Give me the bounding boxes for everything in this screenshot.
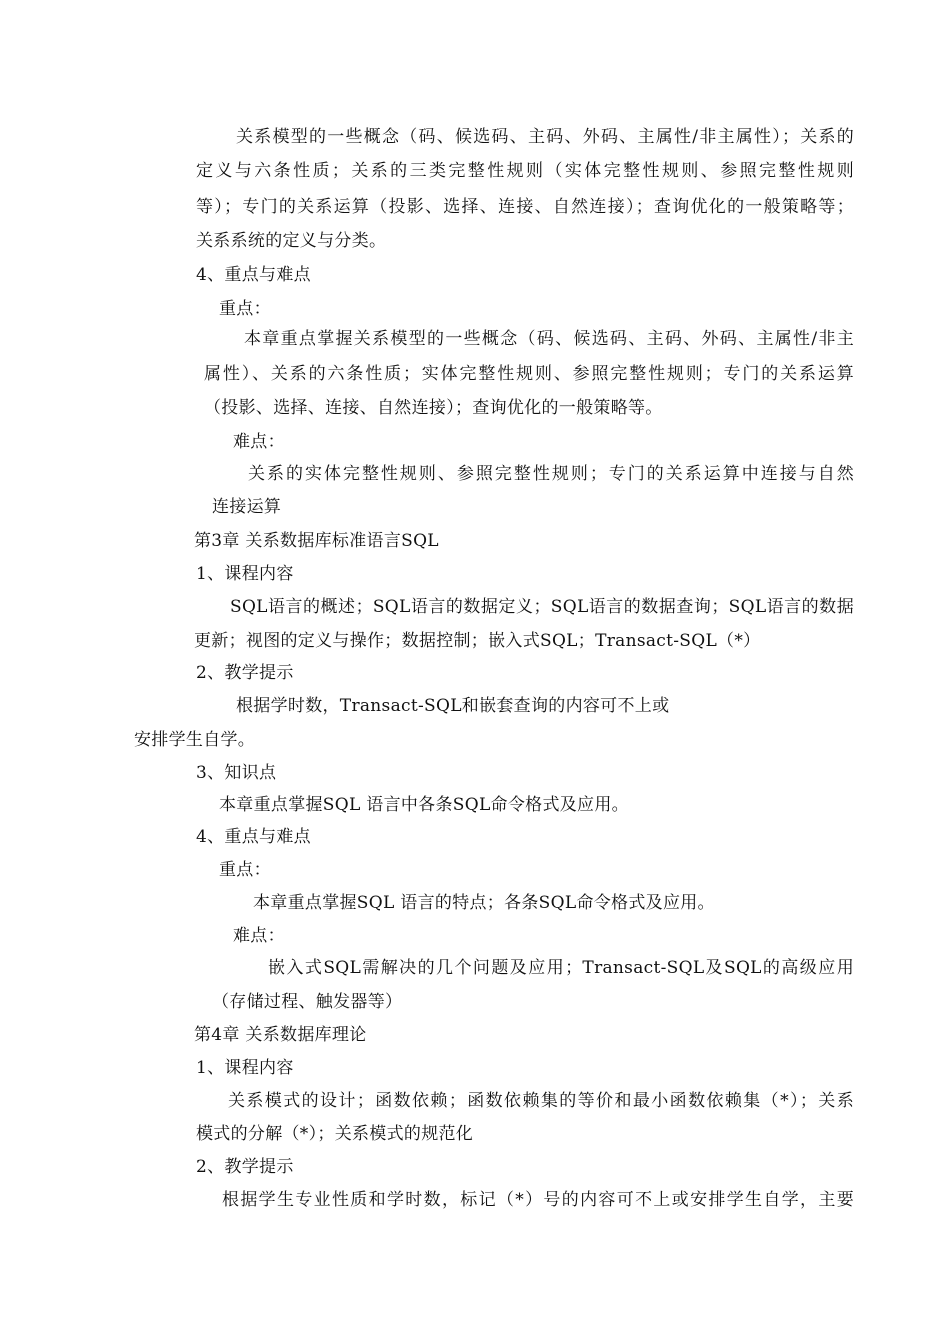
text-line: 根据学时数，Transact-SQL和嵌套查询的内容可不上或 bbox=[236, 696, 670, 716]
text-line: 根据学生专业性质和学时数，标记（*）号的内容可不上或安排学生自学，主要 bbox=[222, 1190, 854, 1210]
text-line: 连接运算 bbox=[212, 497, 282, 517]
section-heading: 1、课程内容 bbox=[196, 564, 294, 584]
section-heading: 4、重点与难点 bbox=[196, 827, 311, 847]
text-line: 本章重点掌握SQL 语言的特点；各条SQL命令格式及应用。 bbox=[253, 893, 715, 913]
text-line: 安排学生自学。 bbox=[134, 730, 256, 750]
text-line: 关系模型的一些概念（码、候选码、主码、外码、主属性/非主属性）；关系的 bbox=[236, 127, 854, 147]
text-line: （存储过程、触发器等） bbox=[212, 992, 403, 1012]
section-heading: 2、教学提示 bbox=[196, 1157, 294, 1177]
section-heading: 4、重点与难点 bbox=[196, 265, 311, 285]
subheading: 难点： bbox=[233, 432, 285, 452]
text-line: 等）；专门的关系运算（投影、选择、连接、自然连接）；查询优化的一般策略等； bbox=[196, 197, 854, 217]
text-line: SQL语言的概述；SQL语言的数据定义；SQL语言的数据查询；SQL语言的数据 bbox=[230, 597, 854, 617]
chapter-heading: 第3章 关系数据库标准语言SQL bbox=[194, 531, 439, 551]
section-heading: 3、知识点 bbox=[196, 763, 277, 783]
text-line: 本章重点掌握SQL 语言中各条SQL命令格式及应用。 bbox=[219, 795, 629, 815]
section-heading: 2、教学提示 bbox=[196, 663, 294, 683]
text-line: （投影、选择、连接、自然连接）；查询优化的一般策略等。 bbox=[204, 398, 663, 418]
subheading: 重点： bbox=[219, 299, 271, 319]
text-line: 模式的分解（*）；关系模式的规范化 bbox=[196, 1124, 474, 1144]
text-line: 本章重点掌握关系模型的一些概念（码、候选码、主码、外码、主属性/非主 bbox=[244, 329, 854, 349]
text-line: 嵌入式SQL需解决的几个问题及应用；Transact-SQL及SQL的高级应用 bbox=[268, 958, 854, 978]
text-line: 更新；视图的定义与操作；数据控制；嵌入式SQL；Transact-SQL（*） bbox=[194, 631, 761, 651]
text-line: 定义与六条性质；关系的三类完整性规则（实体完整性规则、参照完整性规则 bbox=[196, 161, 854, 181]
section-heading: 1、课程内容 bbox=[196, 1058, 294, 1078]
subheading: 难点： bbox=[233, 926, 285, 946]
text-line: 关系模式的设计；函数依赖；函数依赖集的等价和最小函数依赖集（*）；关系 bbox=[228, 1091, 854, 1111]
subheading: 重点： bbox=[219, 860, 271, 880]
chapter-heading: 第4章 关系数据库理论 bbox=[194, 1025, 367, 1045]
text-line: 关系系统的定义与分类。 bbox=[196, 231, 387, 251]
text-line: 属性）、关系的六条性质；实体完整性规则、参照完整性规则；专门的关系运算 bbox=[204, 364, 854, 384]
text-line: 关系的实体完整性规则、参照完整性规则；专门的关系运算中连接与自然 bbox=[248, 464, 854, 484]
